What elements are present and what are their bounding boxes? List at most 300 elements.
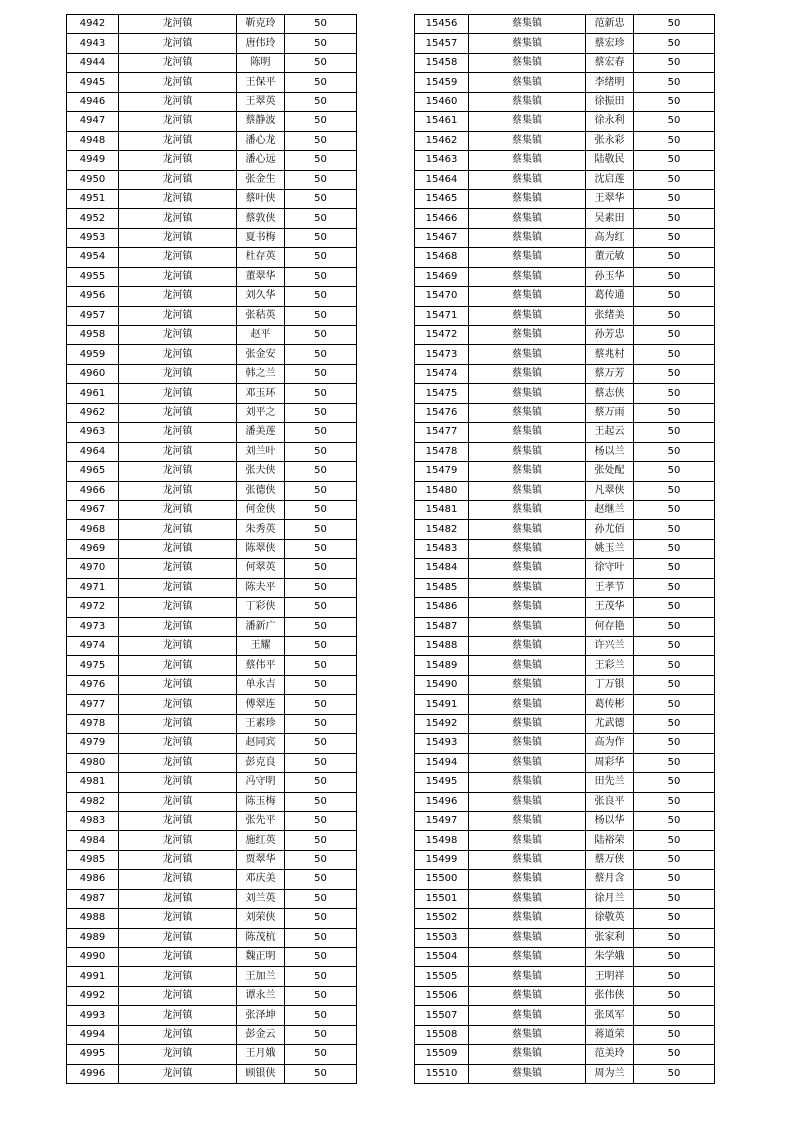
row-id-cell: 15462 [415,131,469,150]
table-row [67,1006,357,1025]
table-row [67,345,357,364]
row-id-cell: 15509 [415,1045,469,1064]
town-cell: 蔡集镇 [469,345,586,364]
town-cell: 龙河镇 [119,870,237,889]
town-cell: 蔡集镇 [469,753,586,772]
amount-cell: 50 [285,500,357,519]
name-cell: 徐永利 [586,112,634,131]
table-row [415,73,715,92]
row-id-cell: 4969 [67,539,119,558]
name-cell: 徐月兰 [586,889,634,908]
row-id-cell: 15510 [415,1064,469,1083]
name-cell: 陆敬民 [586,151,634,170]
town-cell: 龙河镇 [119,364,237,383]
name-cell: 孙玉华 [586,267,634,286]
town-cell: 龙河镇 [119,326,237,345]
name-cell: 冯守明 [237,773,285,792]
town-cell: 龙河镇 [119,248,237,267]
amount-cell: 50 [634,131,715,150]
amount-cell: 50 [634,967,715,986]
amount-cell: 50 [285,287,357,306]
name-cell: 王彩兰 [586,656,634,675]
name-cell: 何金侠 [237,500,285,519]
table-row [67,170,357,189]
row-id-cell: 15464 [415,170,469,189]
name-cell: 顾银侠 [237,1064,285,1083]
town-cell: 龙河镇 [119,675,237,694]
row-id-cell: 15483 [415,539,469,558]
left-roster-body [67,15,357,1084]
name-cell: 傅翠连 [237,695,285,714]
amount-cell: 50 [634,598,715,617]
row-id-cell: 15456 [415,15,469,34]
name-cell: 杨以兰 [586,442,634,461]
amount-cell: 50 [634,345,715,364]
town-cell: 蔡集镇 [469,364,586,383]
row-id-cell: 4978 [67,714,119,733]
row-id-cell: 4951 [67,189,119,208]
table-row [67,811,357,830]
row-id-cell: 4977 [67,695,119,714]
row-id-cell: 15473 [415,345,469,364]
town-cell: 龙河镇 [119,112,237,131]
table-row [67,850,357,869]
amount-cell: 50 [285,792,357,811]
town-cell: 蔡集镇 [469,831,586,850]
row-id-cell: 4943 [67,34,119,53]
name-cell: 杜存英 [237,248,285,267]
amount-cell: 50 [285,948,357,967]
name-cell: 刘荣侠 [237,909,285,928]
town-cell: 蔡集镇 [469,34,586,53]
amount-cell: 50 [285,598,357,617]
table-row [67,889,357,908]
row-id-cell: 4944 [67,53,119,72]
town-cell: 龙河镇 [119,909,237,928]
table-row [415,345,715,364]
row-id-cell: 4946 [67,92,119,111]
row-id-cell: 4996 [67,1064,119,1083]
name-cell: 施红英 [237,831,285,850]
amount-cell: 50 [285,423,357,442]
town-cell: 龙河镇 [119,1006,237,1025]
left-roster-table [66,14,357,1084]
town-cell: 龙河镇 [119,734,237,753]
amount-cell: 50 [634,364,715,383]
table-row [415,403,715,422]
name-cell: 何翠英 [237,559,285,578]
name-cell: 王素珍 [237,714,285,733]
town-cell: 蔡集镇 [469,889,586,908]
name-cell: 张伟侠 [586,986,634,1005]
town-cell: 蔡集镇 [469,598,586,617]
town-cell: 龙河镇 [119,1045,237,1064]
row-id-cell: 4987 [67,889,119,908]
amount-cell: 50 [634,656,715,675]
table-row [415,189,715,208]
town-cell: 龙河镇 [119,831,237,850]
row-id-cell: 4971 [67,578,119,597]
amount-cell: 50 [634,1006,715,1025]
row-id-cell: 15469 [415,267,469,286]
amount-cell: 50 [285,831,357,850]
row-id-cell: 15458 [415,53,469,72]
amount-cell: 50 [634,675,715,694]
row-id-cell: 4956 [67,287,119,306]
name-cell: 张永彩 [586,131,634,150]
row-id-cell: 15471 [415,306,469,325]
name-cell: 葛传彬 [586,695,634,714]
amount-cell: 50 [634,578,715,597]
row-id-cell: 15507 [415,1006,469,1025]
town-cell: 蔡集镇 [469,578,586,597]
row-id-cell: 15504 [415,948,469,967]
town-cell: 龙河镇 [119,539,237,558]
name-cell: 范美玲 [586,1045,634,1064]
amount-cell: 50 [634,734,715,753]
town-cell: 龙河镇 [119,714,237,733]
table-row [67,384,357,403]
row-id-cell: 15467 [415,228,469,247]
row-id-cell: 4966 [67,481,119,500]
town-cell: 龙河镇 [119,1064,237,1083]
amount-cell: 50 [285,539,357,558]
amount-cell: 50 [285,248,357,267]
amount-cell: 50 [285,131,357,150]
row-id-cell: 15496 [415,792,469,811]
name-cell: 孙尤佰 [586,520,634,539]
town-cell: 蔡集镇 [469,1045,586,1064]
town-cell: 蔡集镇 [469,695,586,714]
table-row [415,753,715,772]
amount-cell: 50 [634,34,715,53]
name-cell: 张处配 [586,462,634,481]
row-id-cell: 15505 [415,967,469,986]
amount-cell: 50 [634,714,715,733]
row-id-cell: 4991 [67,967,119,986]
name-cell: 彭克良 [237,753,285,772]
amount-cell: 50 [634,695,715,714]
row-id-cell: 4986 [67,870,119,889]
row-id-cell: 15457 [415,34,469,53]
name-cell: 李绪明 [586,73,634,92]
name-cell: 张家利 [586,928,634,947]
table-row [415,131,715,150]
town-cell: 蔡集镇 [469,850,586,869]
row-id-cell: 4947 [67,112,119,131]
table-row [67,870,357,889]
town-cell: 蔡集镇 [469,559,586,578]
name-cell: 彭金云 [237,1025,285,1044]
table-row [67,928,357,947]
town-cell: 蔡集镇 [469,656,586,675]
row-id-cell: 4952 [67,209,119,228]
amount-cell: 50 [285,306,357,325]
name-cell: 何存艳 [586,617,634,636]
row-id-cell: 4962 [67,403,119,422]
name-cell: 潘心远 [237,151,285,170]
table-row [67,986,357,1005]
name-cell: 高为作 [586,734,634,753]
amount-cell: 50 [285,734,357,753]
town-cell: 龙河镇 [119,423,237,442]
amount-cell: 50 [285,928,357,947]
amount-cell: 50 [285,384,357,403]
name-cell: 蔡万芳 [586,364,634,383]
town-cell: 龙河镇 [119,773,237,792]
town-cell: 蔡集镇 [469,1025,586,1044]
table-row [415,967,715,986]
row-id-cell: 15497 [415,811,469,830]
name-cell: 张凤军 [586,1006,634,1025]
row-id-cell: 15466 [415,209,469,228]
row-id-cell: 15501 [415,889,469,908]
table-row [415,364,715,383]
table-row [415,598,715,617]
row-id-cell: 4963 [67,423,119,442]
town-cell: 龙河镇 [119,287,237,306]
amount-cell: 50 [285,986,357,1005]
amount-cell: 50 [285,1045,357,1064]
table-row [67,1045,357,1064]
table-row [415,734,715,753]
amount-cell: 50 [634,539,715,558]
table-row [415,209,715,228]
amount-cell: 50 [285,578,357,597]
town-cell: 蔡集镇 [469,15,586,34]
amount-cell: 50 [285,909,357,928]
name-cell: 董元敏 [586,248,634,267]
town-cell: 蔡集镇 [469,1006,586,1025]
town-cell: 蔡集镇 [469,131,586,150]
amount-cell: 50 [634,209,715,228]
name-cell: 刘兰英 [237,889,285,908]
table-row [415,15,715,34]
table-row [67,909,357,928]
row-id-cell: 15491 [415,695,469,714]
town-cell: 蔡集镇 [469,811,586,830]
name-cell: 魏正明 [237,948,285,967]
name-cell: 夏书梅 [237,228,285,247]
table-row [415,850,715,869]
table-row [67,364,357,383]
table-row [67,637,357,656]
amount-cell: 50 [634,92,715,111]
name-cell: 田先兰 [586,773,634,792]
row-id-cell: 15477 [415,423,469,442]
name-cell: 蔡叶侠 [237,189,285,208]
town-cell: 龙河镇 [119,92,237,111]
table-row [67,442,357,461]
row-id-cell: 4942 [67,15,119,34]
town-cell: 龙河镇 [119,73,237,92]
amount-cell: 50 [634,500,715,519]
row-id-cell: 4960 [67,364,119,383]
name-cell: 朱学娥 [586,948,634,967]
town-cell: 蔡集镇 [469,909,586,928]
town-cell: 龙河镇 [119,889,237,908]
table-row [415,831,715,850]
name-cell: 邓庆美 [237,870,285,889]
name-cell: 张良平 [586,792,634,811]
town-cell: 蔡集镇 [469,948,586,967]
row-id-cell: 4959 [67,345,119,364]
amount-cell: 50 [634,909,715,928]
town-cell: 蔡集镇 [469,73,586,92]
name-cell: 陈玉梅 [237,792,285,811]
name-cell: 陈茂杭 [237,928,285,947]
name-cell: 刘平之 [237,403,285,422]
amount-cell: 50 [285,617,357,636]
town-cell: 蔡集镇 [469,267,586,286]
name-cell: 丁万银 [586,675,634,694]
table-row [67,598,357,617]
table-row [415,792,715,811]
amount-cell: 50 [634,73,715,92]
row-id-cell: 15502 [415,909,469,928]
town-cell: 龙河镇 [119,1025,237,1044]
row-id-cell: 4968 [67,520,119,539]
town-cell: 蔡集镇 [469,384,586,403]
table-row [415,53,715,72]
amount-cell: 50 [285,520,357,539]
town-cell: 龙河镇 [119,500,237,519]
town-cell: 蔡集镇 [469,53,586,72]
town-cell: 蔡集镇 [469,189,586,208]
name-cell: 张泽坤 [237,1006,285,1025]
town-cell: 龙河镇 [119,442,237,461]
amount-cell: 50 [285,675,357,694]
town-cell: 蔡集镇 [469,1064,586,1083]
town-cell: 龙河镇 [119,151,237,170]
table-row [67,773,357,792]
table-row [67,1025,357,1044]
name-cell: 范新忠 [586,15,634,34]
name-cell: 王月娥 [237,1045,285,1064]
name-cell: 蔡伟平 [237,656,285,675]
row-id-cell: 4973 [67,617,119,636]
row-id-cell: 15495 [415,773,469,792]
name-cell: 蔡万侠 [586,850,634,869]
row-id-cell: 4967 [67,500,119,519]
name-cell: 王明祥 [586,967,634,986]
town-cell: 蔡集镇 [469,773,586,792]
amount-cell: 50 [634,889,715,908]
amount-cell: 50 [634,559,715,578]
name-cell: 周为兰 [586,1064,634,1083]
town-cell: 蔡集镇 [469,617,586,636]
name-cell: 蔡宏珍 [586,34,634,53]
amount-cell: 50 [285,151,357,170]
name-cell: 蒋道荣 [586,1025,634,1044]
name-cell: 贾翠华 [237,850,285,869]
town-cell: 龙河镇 [119,267,237,286]
row-id-cell: 15478 [415,442,469,461]
table-row [67,248,357,267]
table-row [415,462,715,481]
name-cell: 王翠华 [586,189,634,208]
town-cell: 龙河镇 [119,695,237,714]
table-row [67,753,357,772]
amount-cell: 50 [634,792,715,811]
name-cell: 张绪美 [586,306,634,325]
amount-cell: 50 [634,15,715,34]
table-row [415,695,715,714]
table-row [67,695,357,714]
name-cell: 尤武德 [586,714,634,733]
name-cell: 蔡志侠 [586,384,634,403]
name-cell: 董翠华 [237,267,285,286]
town-cell: 蔡集镇 [469,870,586,889]
town-cell: 龙河镇 [119,131,237,150]
amount-cell: 50 [285,811,357,830]
town-cell: 龙河镇 [119,948,237,967]
row-id-cell: 15482 [415,520,469,539]
amount-cell: 50 [634,189,715,208]
table-row [415,423,715,442]
table-row [415,675,715,694]
row-id-cell: 4982 [67,792,119,811]
table-row [67,462,357,481]
row-id-cell: 4994 [67,1025,119,1044]
table-row [415,539,715,558]
row-id-cell: 15474 [415,364,469,383]
table-row [67,792,357,811]
town-cell: 蔡集镇 [469,306,586,325]
town-cell: 龙河镇 [119,209,237,228]
row-id-cell: 4955 [67,267,119,286]
amount-cell: 50 [285,773,357,792]
name-cell: 徐守叶 [586,559,634,578]
table-row [67,423,357,442]
town-cell: 龙河镇 [119,850,237,869]
row-id-cell: 15487 [415,617,469,636]
table-row [415,1006,715,1025]
town-cell: 蔡集镇 [469,92,586,111]
amount-cell: 50 [634,267,715,286]
amount-cell: 50 [285,189,357,208]
row-id-cell: 15484 [415,559,469,578]
name-cell: 赵平 [237,326,285,345]
row-id-cell: 15476 [415,403,469,422]
amount-cell: 50 [634,287,715,306]
town-cell: 蔡集镇 [469,734,586,753]
town-cell: 蔡集镇 [469,112,586,131]
table-row [67,734,357,753]
table-row [415,267,715,286]
amount-cell: 50 [285,870,357,889]
amount-cell: 50 [634,811,715,830]
table-row [67,267,357,286]
row-id-cell: 15465 [415,189,469,208]
table-row [415,986,715,1005]
row-id-cell: 4980 [67,753,119,772]
row-id-cell: 15463 [415,151,469,170]
amount-cell: 50 [285,656,357,675]
row-id-cell: 15499 [415,850,469,869]
table-row [415,656,715,675]
row-id-cell: 4983 [67,811,119,830]
amount-cell: 50 [634,520,715,539]
name-cell: 王加兰 [237,967,285,986]
amount-cell: 50 [285,1064,357,1083]
amount-cell: 50 [285,462,357,481]
town-cell: 龙河镇 [119,384,237,403]
amount-cell: 50 [285,15,357,34]
table-row [67,151,357,170]
amount-cell: 50 [634,637,715,656]
table-row [415,578,715,597]
